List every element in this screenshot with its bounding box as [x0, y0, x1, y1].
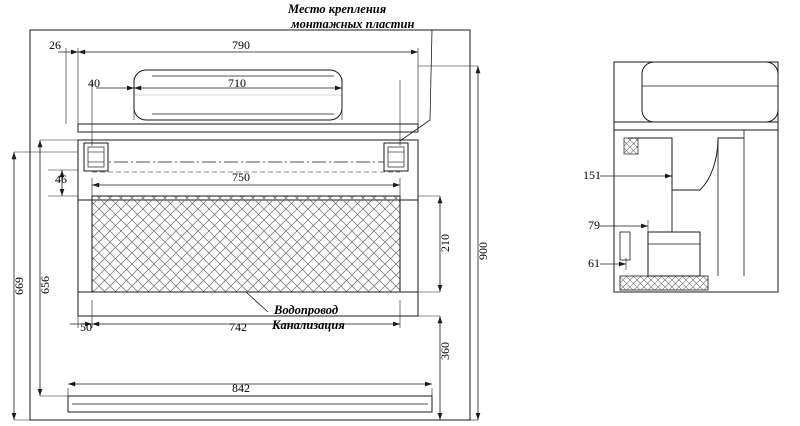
dim-210: 210	[438, 234, 452, 252]
dim-900: 900	[476, 242, 490, 260]
note-plumbing-line2: Канализация	[272, 318, 345, 332]
dim-360: 360	[438, 342, 452, 360]
dim-656: 656	[38, 276, 52, 294]
dim-669: 669	[12, 277, 26, 295]
dim-742: 742	[229, 320, 247, 334]
dim-750: 750	[232, 170, 250, 184]
dim-790: 790	[232, 38, 250, 52]
dim-61: 61	[588, 256, 600, 270]
dim-710: 710	[228, 76, 246, 90]
dim-842: 842	[232, 381, 250, 395]
dim-50: 50	[80, 320, 92, 334]
note-mount-plates-line2: монтажных пластин	[291, 17, 415, 31]
dim-40: 40	[88, 76, 100, 90]
dim-26: 26	[49, 38, 61, 52]
note-plumbing-line1: Водопровод	[274, 303, 339, 317]
dim-151: 151	[583, 168, 601, 182]
note-mount-plates-line1: Место крепления	[288, 2, 387, 16]
dim-46: 46	[55, 172, 67, 186]
dim-79: 79	[588, 218, 600, 232]
